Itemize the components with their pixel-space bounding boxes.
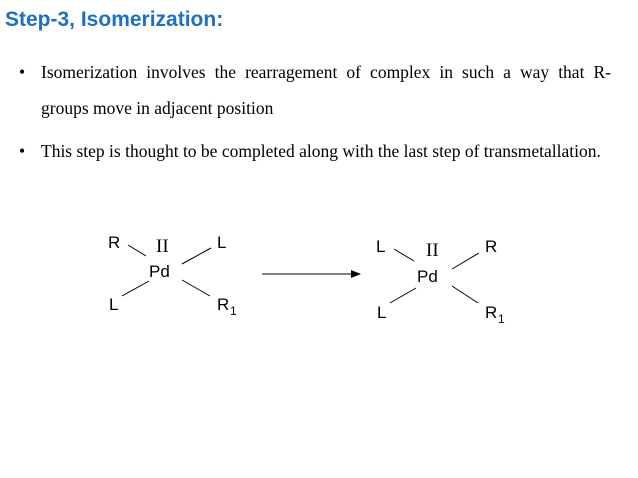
slide-title: Step-3, Isomerization: <box>5 8 224 31</box>
product-metal: Pd <box>417 267 438 286</box>
product-complex <box>376 237 505 326</box>
product-bottom-right-ligand: R <box>485 303 498 322</box>
product-bond-top-left <box>394 249 414 261</box>
reactant-bond-top-left <box>128 245 146 256</box>
product-bottom-left-ligand: L <box>377 303 387 322</box>
reactant-top-left-ligand: R <box>108 233 121 252</box>
reactant-complex <box>108 233 237 318</box>
product-bond-bottom-right <box>452 286 478 303</box>
reactant-bond-bottom-right <box>182 280 210 296</box>
bullet-text: Isomerization involves the rearragement of complex in such a way that R- groups move in adjacent position <box>41 62 611 118</box>
bullet-marker: • <box>19 141 26 161</box>
product-bond-top-right <box>452 253 479 269</box>
product-bond-bottom-left <box>390 288 416 303</box>
product-top-left-ligand: L <box>376 237 386 256</box>
reactant-subscript: 1 <box>230 304 237 318</box>
reactant-top-right-ligand: L <box>217 233 227 252</box>
reactant-oxidation-state: II <box>156 236 169 257</box>
product-top-right-ligand: R <box>485 237 498 256</box>
product-subscript: 1 <box>498 312 505 326</box>
bullet-marker: • <box>19 62 26 82</box>
reactant-bond-top-right <box>182 248 211 264</box>
reactant-bond-bottom-left <box>122 281 149 296</box>
reactant-bottom-right-ligand: R <box>217 295 230 314</box>
reactant-bottom-left-ligand: L <box>109 295 119 314</box>
bullet-text: This step is thought to be completed along with the last step of transmetallation. <box>41 141 601 161</box>
reactant-metal: Pd <box>149 262 170 281</box>
product-oxidation-state: II <box>426 240 439 261</box>
